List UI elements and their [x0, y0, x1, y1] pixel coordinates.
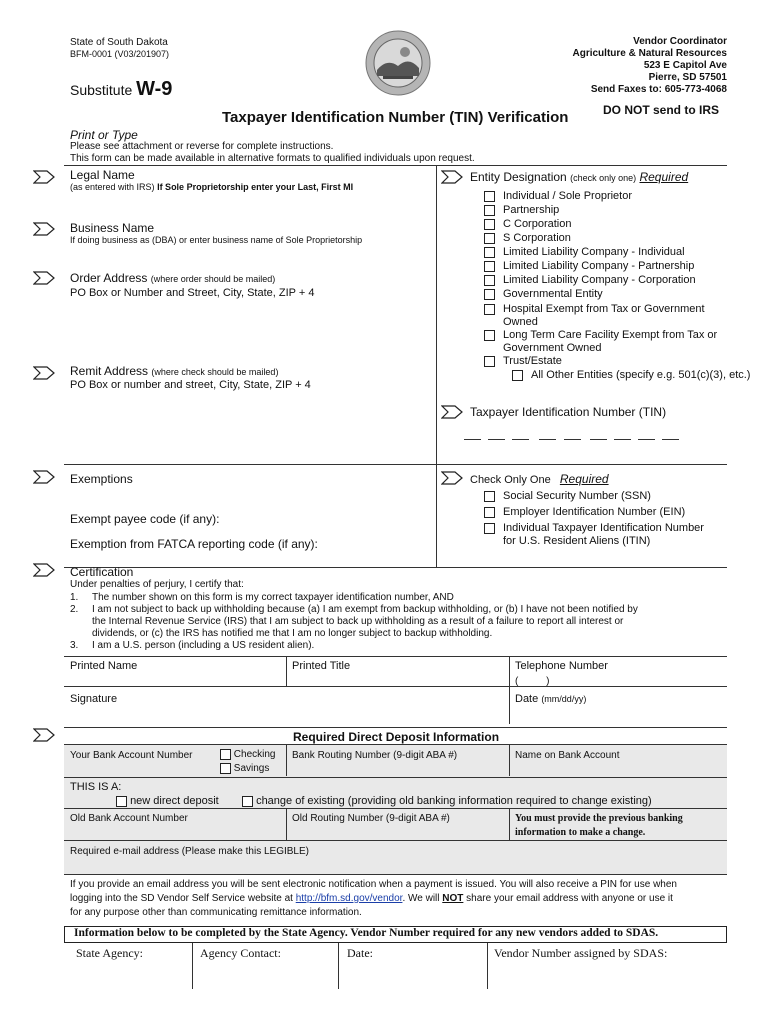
savings-option[interactable]: Savings — [220, 763, 269, 775]
agency-contact-label[interactable]: Agency Contact: — [200, 946, 281, 960]
telephone-paren: ( ) — [515, 676, 550, 687]
legal-name-field[interactable] — [64, 195, 434, 217]
checkbox[interactable] — [484, 289, 495, 300]
tin-label: Taxpayer Identification Number (TIN) — [470, 405, 667, 419]
change-existing-option[interactable]: change of existing (providing old banking information required to change existing) — [242, 795, 652, 808]
remit-address-label: Remit Address (where check should be mailed) — [70, 364, 279, 378]
do-not-send-note: DO NOT send to IRS — [603, 103, 720, 117]
checkbox[interactable] — [484, 330, 495, 341]
print-or-type: Print or Type — [70, 128, 138, 142]
order-address-field[interactable] — [64, 301, 434, 361]
w9-form-page: State of South Dakota BFM-0001 (V03/201907) Substitute W-9 Vendor Coordinator Agriculture & Natural Resources 523 E Capitol Ave Pierre, SD 57501 Send Faxes to: 605-773-4068 DO NOT send to IRS Taxpayer Identification Number (TIN) Verification Print or Type Please see attachment or reverse for complete instructions. This form can be made available in alternative formats to qualified individuals upon request. Legal Name (as entered with IRS) If Sole Proprietorship enter your Last, First MI Business Name If doing business as (DBA) or enter business name of Sole Proprietorship Order Address (where order should be mailed) PO Box or Number and Street, City, State, ZIP + 4 Remit Address (where check should be mailed) PO Box or number and street, City, State, ZIP + 4 Exemptions Exempt payee code (if any): Exemption from FATCA reporting code (if any): Entity Designation (check only one) Required Individual / Sole Proprietor Partnership C Corporation S Corporation Limited Liability Company - Individual Limited Liability Company - Partnership Limited Liability Company - Corporation Governmental Entity Hospital Exempt from Tax or Government Owned Long Term Care Facility Exempt from Tax or Government Owned Trust/Estate All Other Entities (specify e.g. 501(c)(3), etc.) Taxpayer Identification Number (TIN) Check Only One Required Social Security Number (SSN) Employer Identification Number (EIN) Individual Taxpayer Identification Number for U.S. Resident Aliens (ITIN) Certification Under penalties of perjury, I certify that: 1. The number shown on this form is my correct taxpayer identification number, AND 2. I am not subject to back up withholding because (a) I am exempt from backup withholding, or (b) I have not been notified by the Internal Revenue Service (IRS) that I am subject to back up withholding as a result of a failure to report all interest or dividends, or (c) the IRS has notified me that I am no longer subject to backup withholding. 3. I am a U.S. person (including a US resident alien). Printed Name Printed Title Telephone Number ( ) Signature Date (mm/dd/yy) Required Direct Deposit Information Your Bank Account Number Checking Savings Bank Routing Number (9-digit ABA #) Name on Bank Account THIS IS A: new direct deposit change of existing (providing old banking information required to change existing) Old Bank Account Number Old Routing Number (9-digit ABA #) You must provide the previous banking information to make a change. Required e-mail address (Please make this LEGIBLE) If you provide an email address you will be sent electronic notification when a payment is issued. You will also receive a PIN for use when logging into the SD Vendor Self Service website at http://bfm.sd.gov/vendor. We will NOT share your email address with anyone or use it for any purpose other than communicating remittance information. Information below to be completed by the State Agency. Vendor Number required for any new vendors added to SDAS. State Agency: Agency Contact: Date: Vendor Number assigned by SDAS: — [0, 0, 770, 1024]
arrow-icon — [33, 728, 55, 742]
name-on-account-label[interactable]: Name on Bank Account — [515, 750, 620, 761]
arrow-icon — [33, 271, 55, 285]
order-address-label: Order Address (where order should be mailed) — [70, 271, 276, 285]
state-seal-logo — [365, 30, 431, 96]
order-address-hint: PO Box or Number and Street, City, State, ZIP + 4 — [70, 287, 315, 299]
checkbox[interactable] — [512, 370, 523, 381]
form-code: BFM-0001 (V03/201907) — [70, 49, 170, 59]
arrow-icon — [33, 563, 55, 577]
checkbox[interactable] — [484, 356, 495, 367]
new-deposit-option[interactable]: new direct deposit — [116, 795, 219, 808]
checkbox[interactable] — [484, 247, 495, 258]
old-routing-label[interactable]: Old Routing Number (9-digit ABA #) — [292, 813, 450, 824]
printed-title-label[interactable]: Printed Title — [292, 660, 351, 672]
bank-account-label[interactable]: Your Bank Account Number — [70, 750, 193, 761]
remit-address-field[interactable] — [64, 393, 434, 461]
certification-intro: Under penalties of perjury, I certify that: — [70, 579, 244, 590]
business-name-hint: If doing business as (DBA) or enter business name of Sole Proprietorship — [70, 235, 363, 245]
checkbox[interactable] — [242, 796, 253, 807]
state-date-label[interactable]: Date: — [347, 946, 373, 960]
signature-label[interactable]: Signature — [70, 693, 118, 705]
fatca-label[interactable]: Exemption from FATCA reporting code (if any): — [70, 537, 318, 551]
checkbox[interactable] — [484, 507, 495, 518]
instructions-line-1: Please see attachment or reverse for complete instructions. — [70, 141, 334, 152]
arrow-icon — [33, 170, 55, 184]
date-label[interactable]: Date (mm/dd/yy) — [515, 693, 587, 705]
state-banner-text: Information below to be completed by the State Agency. Vendor Number required for any new vendors added to SDAS. — [74, 927, 659, 939]
arrow-icon — [441, 405, 463, 419]
email-label[interactable]: Required e-mail address (Please make this LEGIBLE) — [70, 846, 309, 857]
remit-address-hint: PO Box or number and street, City, State, ZIP + 4 — [70, 379, 311, 391]
routing-number-label[interactable]: Bank Routing Number (9-digit ABA #) — [292, 750, 458, 761]
certification-label: Certification — [70, 565, 134, 579]
checkbox[interactable] — [484, 275, 495, 286]
checkbox[interactable] — [220, 763, 231, 774]
checkbox[interactable] — [484, 191, 495, 202]
printed-name-label[interactable]: Printed Name — [70, 660, 138, 672]
checkbox[interactable] — [484, 523, 495, 534]
certification-items: 1. The number shown on this form is my correct taxpayer identification number, AND 2. I am not subject to back up withholding because (a) I am exempt from backup withholding, or (b) I have not been notified by the Internal Revenue Service (IRS) that I am subject to back up withholding as a result of a failure to report all interest or dividends, or (c) the IRS has notified me that I am no longer subject to backup withholding. 3. I am a U.S. person (including a US resident alien). — [70, 592, 638, 651]
checkbox[interactable] — [116, 796, 127, 807]
checkbox[interactable] — [484, 304, 495, 315]
exempt-payee-label[interactable]: Exempt payee code (if any): — [70, 512, 220, 526]
exemptions-label: Exemptions — [70, 472, 133, 486]
checkbox[interactable] — [484, 233, 495, 244]
must-provide-note: You must provide the previous banking information to make a change. — [515, 813, 683, 838]
old-bank-account-label[interactable]: Old Bank Account Number — [70, 813, 188, 824]
checkbox[interactable] — [220, 749, 231, 760]
arrow-icon — [33, 222, 55, 236]
vendor-number-label[interactable]: Vendor Number assigned by SDAS: — [494, 946, 668, 960]
legal-name-label: Legal Name — [70, 168, 135, 182]
this-is-a-label: THIS IS A: — [70, 781, 122, 793]
arrow-icon — [441, 471, 463, 485]
entity-designation-label: Entity Designation (check only one) Required — [470, 170, 689, 184]
state-name: State of South Dakota — [70, 37, 168, 48]
state-agency-label[interactable]: State Agency: — [76, 946, 143, 960]
form-title: Taxpayer Identification Number (TIN) Verification — [222, 109, 569, 126]
arrow-icon — [33, 366, 55, 380]
checkbox[interactable] — [484, 261, 495, 272]
tin-input[interactable] — [462, 424, 682, 444]
checkbox[interactable] — [484, 219, 495, 230]
legal-name-hint: (as entered with IRS) If Sole Proprietorship enter your Last, First MI — [70, 182, 354, 192]
email-notice: If you provide an email address you will be sent electronic notification when a payment is issued. You will also receive a PIN for use when logging into the SD Vendor Self Service website at http://bfm.sd.gov/vendor. We will NOT share your email address with anyone or use it for any purpose other than communicating remittance information. — [70, 879, 677, 918]
business-name-label: Business Name — [70, 221, 155, 235]
vendor-portal-link[interactable]: http://bfm.sd.gov/vendor — [295, 893, 403, 904]
arrow-icon — [441, 170, 463, 184]
deposit-section-title: Required Direct Deposit Information — [293, 730, 500, 744]
business-name-field[interactable] — [64, 247, 434, 267]
instructions-line-2: This form can be made available in alternative formats to qualified individuals upon request. — [70, 153, 475, 164]
check-only-one-label: Check Only One Required — [470, 472, 609, 486]
substitute-label: Substitute W-9 — [70, 78, 173, 100]
arrow-icon — [33, 470, 55, 484]
vendor-coordinator-address: Vendor Coordinator Agriculture & Natural Resources 523 E Capitol Ave Pierre, SD 57501 Send Faxes to: 605-773-4068 — [572, 36, 727, 95]
telephone-label[interactable]: Telephone Number — [515, 660, 608, 672]
checkbox[interactable] — [484, 491, 495, 502]
checkbox[interactable] — [484, 205, 495, 216]
checking-option[interactable]: Checking — [220, 749, 275, 761]
